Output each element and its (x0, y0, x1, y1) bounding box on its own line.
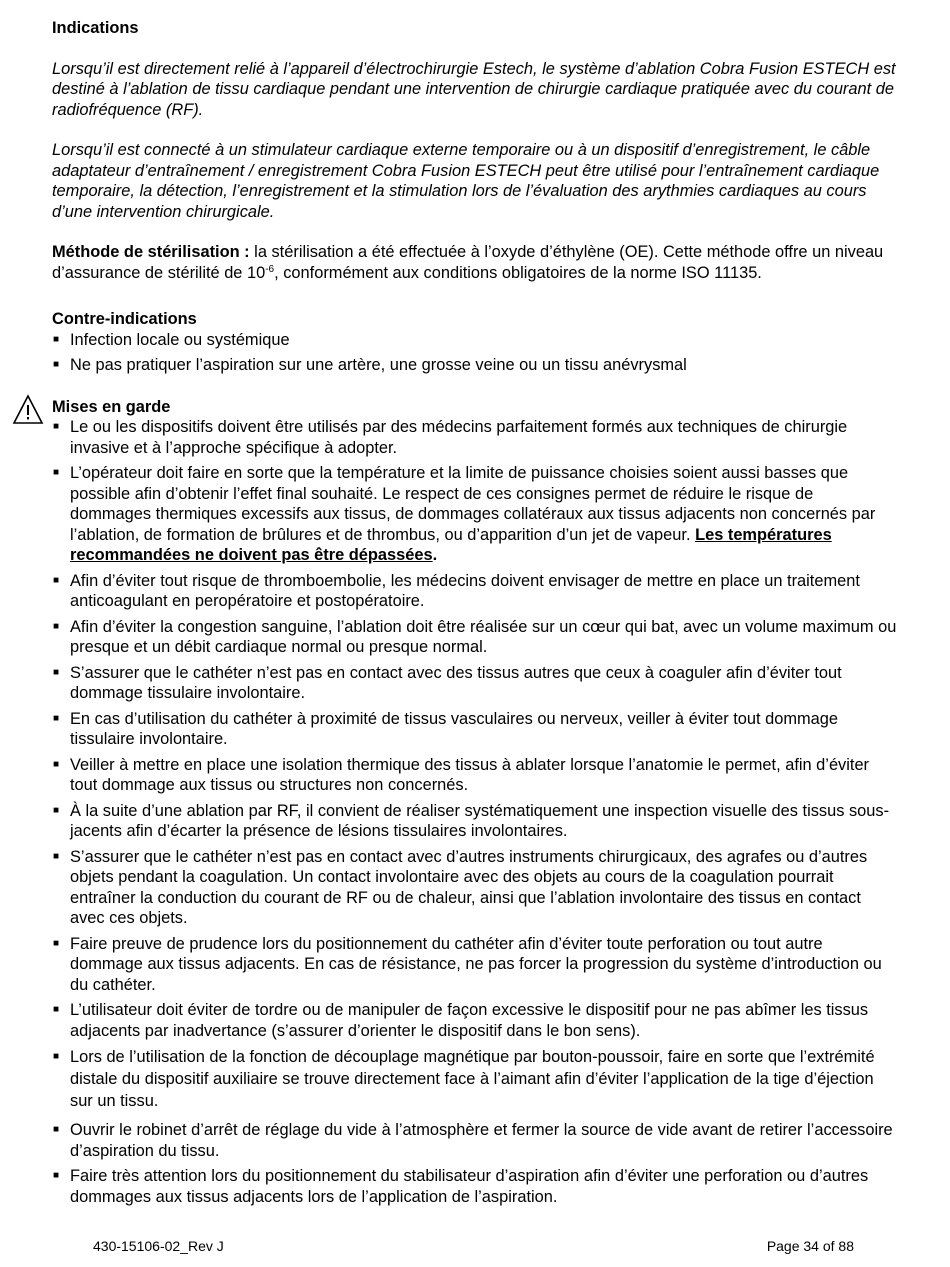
list-item: ■ Afin d’éviter tout risque de thromboembolie, les médecins doivent envisager de mettre en place un traitement anticoagulant en peropératoire et postopératoire. (53, 571, 860, 610)
warnings-heading: Mises en garde (52, 397, 171, 416)
list-item: ■ Afin d’éviter la congestion sanguine, l’ablation doit être réalisée sur un cœur qui bat, avec un volume maximum ou presque et un débit cardiaque normal ou presque normal. (53, 617, 897, 656)
bullet-icon: ■ (53, 758, 60, 770)
sterilization-exponent: -6 (265, 263, 275, 275)
contraindications-heading: Contre-indications (52, 310, 197, 328)
document-number: 430-15106-02_Rev J (93, 1238, 224, 1254)
list-item: ■ Infection locale ou systémique (53, 330, 290, 349)
contraindications-section (52, 309, 897, 376)
bullet-icon: ■ (53, 574, 60, 586)
list-item: ■ Le ou les dispositifs doivent être utilisés par des médecins parfaitement formés aux techniques de chirurgie invasive et à l’approche spécifique à adopter. (53, 418, 848, 457)
list-item: ■ Lors de l’utilisation de la fonction de découplage magnétique par bouton-poussoir, faire en sorte que l’extrémité distale du dispositif auxiliaire se trouve directement face à l’aimant afin d’éviter l’application de la tige d’éjection sur un tissu. (53, 1048, 875, 1110)
bullet-icon: ■ (53, 421, 60, 432)
sterilization-paragraph (52, 242, 897, 283)
bullet-icon: ■ (53, 937, 60, 949)
indications-paragraph-2: Lorsqu’il est connecté à un stimulateur cardiaque externe temporaire ou à un dispositif d’enregistrement, le câble adaptateur d’entraînement / enregistrement Cobra Fusion ESTECH peut être utilisé pour l’entraînement cardiaque temporaire, la détection, l’enregistrement et la stimulation lors de l’évaluation des arythmies cardiaques au cours d’une intervention chirurgicale. (52, 141, 880, 221)
bullet-icon: ■ (53, 712, 60, 724)
bullet-icon: ■ (53, 804, 60, 816)
list-item: ■ S’assurer que le cathéter n’est pas en contact avec d’autres instruments chirurgicaux, des agrafes ou d’autres objets pendant la coagulation. Un contact involontaire avec des objets au cours de la coagulation pourrait entraîner la conduction du courant de RF ou de chaleur, ainsi que l’ablation involontaire des tissus en contact avec ces objets. (53, 847, 868, 927)
recommended-temperatures-warning: Les températures recommandées ne doivent pas être dépassées (70, 525, 832, 564)
bullet-icon: ■ (53, 333, 60, 345)
bullet-icon: ■ (53, 359, 60, 370)
list-item: ■ Veiller à mettre en place une isolation thermique des tissus à ablater lorsque l’anatomie le permet, afin d’éviter tout dommage aux tissus ou structures non concernés. (53, 755, 870, 794)
warnings-section (52, 397, 897, 1208)
contraindications-list (52, 330, 897, 376)
bullet-icon: ■ (53, 1051, 60, 1062)
bullet-icon: ■ (53, 666, 60, 678)
document-body (52, 18, 897, 1212)
indications-section (52, 18, 897, 222)
list-item: ■ L’opérateur doit faire en sorte que la température et la limite de puissance choisies soient aussi basses que possible afin d’obtenir l’effet final souhaité. Le respect de ces consignes permet de réduire le risque de dommages thermiques excessifs aux tissus, de dommages collatéraux aux tissus adjacents non concernés par l’ablation, de formation de brûlures et de thrombus, ou d’apparition d’un jet de vapeur. Les températures recommandées ne doivent pas être dépassées. (53, 464, 876, 564)
list-item: ■ À la suite d’une ablation par RF, il convient de réaliser systématiquement une inspection visuelle des tissus sous-jacents afin d’écarter la présence de lésions tissulaires involontaires. (53, 801, 890, 840)
list-item: ■ Faire preuve de prudence lors du positionnement du cathéter afin d’éviter toute perforation ou tout autre dommage aux tissus adjacents. En cas de résistance, ne pas forcer la progression du système d’introduction ou du cathéter. (53, 934, 882, 994)
bullet-icon: ■ (53, 467, 60, 478)
list-item: ■ L’utilisateur doit éviter de tordre ou de manipuler de façon excessive le dispositif pour ne pas abîmer les tissus adjacents par inadvertance (s’assurer d’orienter le dispositif dans le bon sens). (53, 1001, 869, 1040)
sterilization-text-after: , conformément aux conditions obligatoires de la norme ISO 11135. (274, 263, 762, 282)
warnings-list (52, 417, 897, 1207)
indications-paragraph-1: Lorsqu’il est directement relié à l’appareil d’électrochirurgie Estech, le système d’ablation Cobra Fusion ESTECH est destiné à l’ablation de tissu cardiaque pendant une intervention de chirurgie cardiaque pratiquée avec du courant de radiofréquence (RF). (52, 59, 896, 119)
page-number: Page 34 of 88 (766, 1238, 854, 1254)
bullet-icon: ■ (53, 1124, 60, 1135)
bullet-icon: ■ (53, 1004, 60, 1015)
sterilization-text-before: la stérilisation a été effectuée à l’oxyde d’éthylène (OE). Cette méthode offre un niveau d’assurance de stérilité de 10 (52, 243, 884, 282)
bullet-icon: ■ (53, 850, 60, 862)
bullet-icon: ■ (53, 1170, 60, 1181)
indications-heading: Indications (52, 19, 139, 37)
list-item: ■ Faire très attention lors du positionnement du stabilisateur d’aspiration afin d’éviter une perforation ou d’autres dommages aux tissus adjacents lors de l’application de l’aspiration. (53, 1167, 869, 1206)
sterilization-label: Méthode de stérilisation : (52, 243, 250, 261)
list-item: ■ Ne pas pratiquer l’aspiration sur une artère, une grosse veine ou un tissu anévrysmal (53, 356, 687, 374)
list-item: ■ En cas d’utilisation du cathéter à proximité de tissus vasculaires ou nerveux, veiller à éviter tout dommage tissulaire involontaire. (53, 709, 839, 748)
warning-triangle-icon (12, 394, 44, 426)
list-item: ■ S’assurer que le cathéter n’est pas en contact avec des tissus autres que ceux à coaguler afin d’éviter tout dommage tissulaire involontaire. (53, 663, 842, 702)
bullet-icon: ■ (53, 620, 60, 632)
list-item: ■ Ouvrir le robinet d’arrêt de réglage du vide à l’atmosphère et fermer la source de vide avant de retirer l’accessoire d’aspiration du tissu. (53, 1121, 893, 1160)
